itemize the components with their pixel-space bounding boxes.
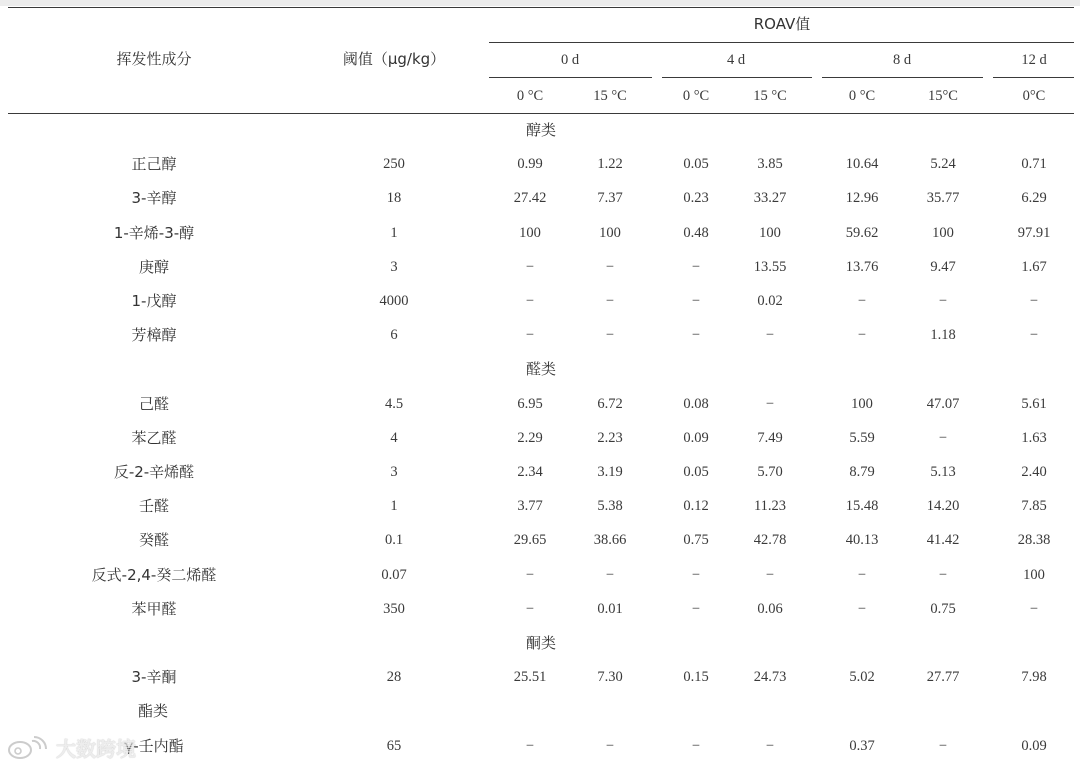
- roav-value: 14.20: [926, 498, 960, 515]
- roav-value: 100: [599, 224, 621, 241]
- roav-rule: [489, 42, 1074, 43]
- table-top-rule: [8, 7, 1074, 8]
- roav-value: −: [857, 600, 867, 617]
- roav-value: 0.48: [683, 224, 709, 241]
- roav-value: 6.95: [517, 395, 543, 412]
- roav-value: 5.24: [930, 156, 956, 173]
- roav-value: 1.63: [1021, 429, 1047, 446]
- roav-value: 5.70: [757, 464, 783, 480]
- roav-value: 1.67: [1021, 258, 1047, 275]
- roav-value: −: [691, 566, 701, 583]
- roav-value: 59.62: [845, 224, 879, 241]
- roav-value: 0.09: [683, 429, 709, 446]
- roav-value: 5.13: [930, 464, 956, 480]
- roav-value: 25.51: [513, 669, 547, 686]
- roav-value: −: [605, 737, 615, 754]
- header-temp: 0°C: [1022, 88, 1046, 104]
- roav-value: 100: [932, 224, 954, 241]
- section-title: 醇类: [525, 121, 557, 139]
- roav-value: 0.12: [683, 498, 709, 515]
- roav-value: −: [857, 327, 867, 344]
- compound-name: 1-戊醇: [131, 292, 177, 310]
- header-day: 0 d: [560, 52, 580, 68]
- compound-name: 庚醇: [138, 257, 170, 276]
- header-compound: 挥发性成分: [116, 50, 192, 68]
- roav-value: 8.79: [849, 464, 875, 480]
- threshold-value: 250: [383, 156, 405, 173]
- roav-value: 5.59: [849, 429, 875, 446]
- roav-value: 24.73: [753, 669, 787, 686]
- roav-value: −: [938, 293, 948, 309]
- roav-value: 38.66: [593, 532, 627, 549]
- roav-value: 0.02: [757, 293, 783, 309]
- roav-value: 40.13: [845, 532, 879, 549]
- roav-value: 7.30: [597, 669, 623, 686]
- roav-value: 7.49: [757, 429, 783, 446]
- compound-name: γ-壬内酯: [124, 736, 184, 755]
- header-temp: 15 °C: [593, 88, 627, 104]
- header-temp: 15 °C: [753, 88, 787, 104]
- roav-value: 0.99: [517, 156, 543, 173]
- roav-value: 27.77: [926, 669, 960, 686]
- roav-value: 3.19: [597, 464, 623, 480]
- threshold-value: 350: [383, 600, 405, 617]
- roav-value: 7.37: [597, 190, 623, 207]
- threshold-value: 3: [390, 258, 398, 275]
- header-temp: 0 °C: [848, 88, 876, 104]
- threshold-value: 3: [390, 464, 398, 480]
- roav-value: 7.85: [1021, 498, 1047, 515]
- roav-value: 0.01: [597, 600, 623, 617]
- roav-value: 33.27: [753, 190, 787, 207]
- threshold-value: 28: [386, 669, 402, 686]
- roav-value: −: [857, 293, 867, 309]
- roav-value: 2.40: [1021, 464, 1047, 480]
- roav-value: −: [525, 566, 535, 583]
- header-day: 4 d: [726, 52, 746, 68]
- roav-value: 9.47: [930, 258, 956, 275]
- roav-value: −: [691, 327, 701, 344]
- roav-value: 13.55: [753, 258, 787, 275]
- watermark: [6, 733, 136, 762]
- roav-value: 100: [519, 224, 541, 241]
- section-title: 酮类: [525, 634, 557, 652]
- roav-value: 27.42: [513, 190, 547, 207]
- roav-value: 15.48: [845, 498, 879, 515]
- roav-value: −: [1029, 600, 1039, 617]
- roav-value: −: [765, 566, 775, 583]
- roav-value: −: [691, 600, 701, 617]
- compound-name: 反-2-辛烯醛: [113, 463, 195, 481]
- roav-value: 100: [1023, 566, 1045, 583]
- roav-value: −: [605, 293, 615, 309]
- header-bottom-rule: [8, 113, 1074, 114]
- roav-value: 3.85: [757, 156, 783, 173]
- roav-value: 100: [851, 395, 873, 412]
- roav-value: 2.34: [517, 464, 543, 480]
- roav-value: 42.78: [753, 532, 787, 549]
- compound-name: 己醛: [138, 394, 170, 413]
- compound-name: 芳樟醇: [131, 326, 177, 345]
- roav-value: 1.18: [930, 327, 956, 344]
- roav-value: 0.05: [683, 156, 709, 173]
- roav-value: 0.09: [1021, 737, 1047, 754]
- roav-value: −: [857, 566, 867, 583]
- roav-value: 0.71: [1021, 156, 1047, 173]
- roav-value: 0.05: [683, 464, 709, 480]
- threshold-value: 18: [386, 190, 402, 207]
- watermark-text: 大数跨境: [56, 737, 136, 761]
- compound-name: 3-辛酮: [131, 668, 177, 687]
- roav-value: 100: [759, 224, 781, 241]
- top-bar: [0, 0, 1080, 6]
- header-day: 12 d: [1021, 52, 1047, 68]
- roav-value: 5.61: [1021, 395, 1047, 412]
- compound-name: 癸醛: [138, 531, 170, 550]
- roav-value: 5.38: [597, 498, 623, 515]
- roav-value: 3.77: [517, 498, 543, 515]
- threshold-value: 4000: [379, 293, 409, 309]
- roav-value: 6.72: [597, 395, 623, 412]
- roav-value: −: [765, 737, 775, 754]
- roav-value: −: [1029, 293, 1039, 309]
- compound-name: 正己醇: [131, 155, 177, 174]
- threshold-value: 0.07: [381, 566, 407, 583]
- roav-value: −: [691, 293, 701, 309]
- compound-name: 3-辛醇: [131, 189, 177, 208]
- roav-value: 7.98: [1021, 669, 1047, 686]
- roav-value: 97.91: [1017, 224, 1051, 241]
- roav-value: −: [525, 600, 535, 617]
- roav-value: 41.42: [926, 532, 960, 549]
- day-group-rule: [822, 77, 983, 78]
- roav-value: 6.29: [1021, 190, 1047, 207]
- roav-value: 12.96: [845, 190, 879, 207]
- threshold-value: 1: [390, 224, 398, 241]
- roav-value: −: [1029, 327, 1039, 344]
- roav-value: 0.15: [683, 669, 709, 686]
- roav-value: 2.23: [597, 429, 623, 446]
- roav-value: −: [605, 327, 615, 344]
- roav-value: 13.76: [845, 258, 879, 275]
- compound-name: 苯乙醛: [131, 428, 177, 447]
- compound-name: 反式-2,4-癸二烯醛: [91, 565, 217, 584]
- threshold-value: 4: [390, 429, 398, 446]
- header-day: 8 d: [892, 52, 912, 68]
- header-threshold: 阈值（μg/kg）: [342, 50, 446, 68]
- roav-value: −: [525, 258, 535, 275]
- roav-value: 28.38: [1017, 532, 1051, 549]
- threshold-value: 1: [390, 498, 398, 515]
- roav-value: 0.75: [930, 600, 956, 617]
- roav-value: 0.37: [849, 737, 875, 754]
- roav-value: 0.06: [757, 600, 783, 617]
- roav-value: 1.22: [597, 156, 623, 173]
- roav-value: −: [605, 258, 615, 275]
- section-title: 醛类: [525, 360, 557, 379]
- roav-value: −: [525, 327, 535, 344]
- threshold-value: 4.5: [384, 395, 404, 412]
- day-group-rule: [489, 77, 652, 78]
- roav-value: 0.08: [683, 395, 709, 412]
- roav-value: 0.23: [683, 190, 709, 207]
- header-temp: 15°C: [928, 88, 958, 104]
- roav-value: 35.77: [926, 190, 960, 207]
- roav-value: 2.29: [517, 429, 543, 446]
- roav-value: −: [765, 395, 775, 412]
- roav-value: −: [525, 293, 535, 309]
- header-temp: 0 °C: [516, 88, 544, 104]
- threshold-value: 0.1: [384, 532, 404, 549]
- roav-value: 47.07: [926, 395, 960, 412]
- roav-value: 29.65: [513, 532, 547, 549]
- threshold-value: 6: [390, 327, 398, 344]
- compound-name: 苯甲醛: [131, 599, 177, 618]
- compound-name: 1-辛烯-3-醇: [113, 223, 195, 242]
- roav-value: 11.23: [753, 498, 787, 515]
- roav-value: −: [938, 429, 948, 446]
- header-roav: ROAV值: [753, 15, 811, 33]
- header-temp: 0 °C: [682, 88, 710, 104]
- roav-value: −: [691, 258, 701, 275]
- compound-name: 壬醛: [138, 497, 170, 516]
- roav-value: 10.64: [845, 156, 879, 173]
- threshold-value: 65: [386, 737, 402, 754]
- section-title: 酯类: [137, 702, 169, 721]
- day-group-rule: [662, 77, 812, 78]
- roav-value: −: [691, 737, 701, 754]
- day-group-rule: [993, 77, 1074, 78]
- roav-value: −: [938, 566, 948, 583]
- roav-value: −: [525, 737, 535, 754]
- weibo-logo-icon: [6, 735, 50, 761]
- roav-value: −: [605, 566, 615, 583]
- roav-value: −: [765, 327, 775, 344]
- roav-value: −: [938, 737, 948, 754]
- roav-value: 5.02: [849, 669, 875, 686]
- roav-value: 0.75: [683, 532, 709, 549]
